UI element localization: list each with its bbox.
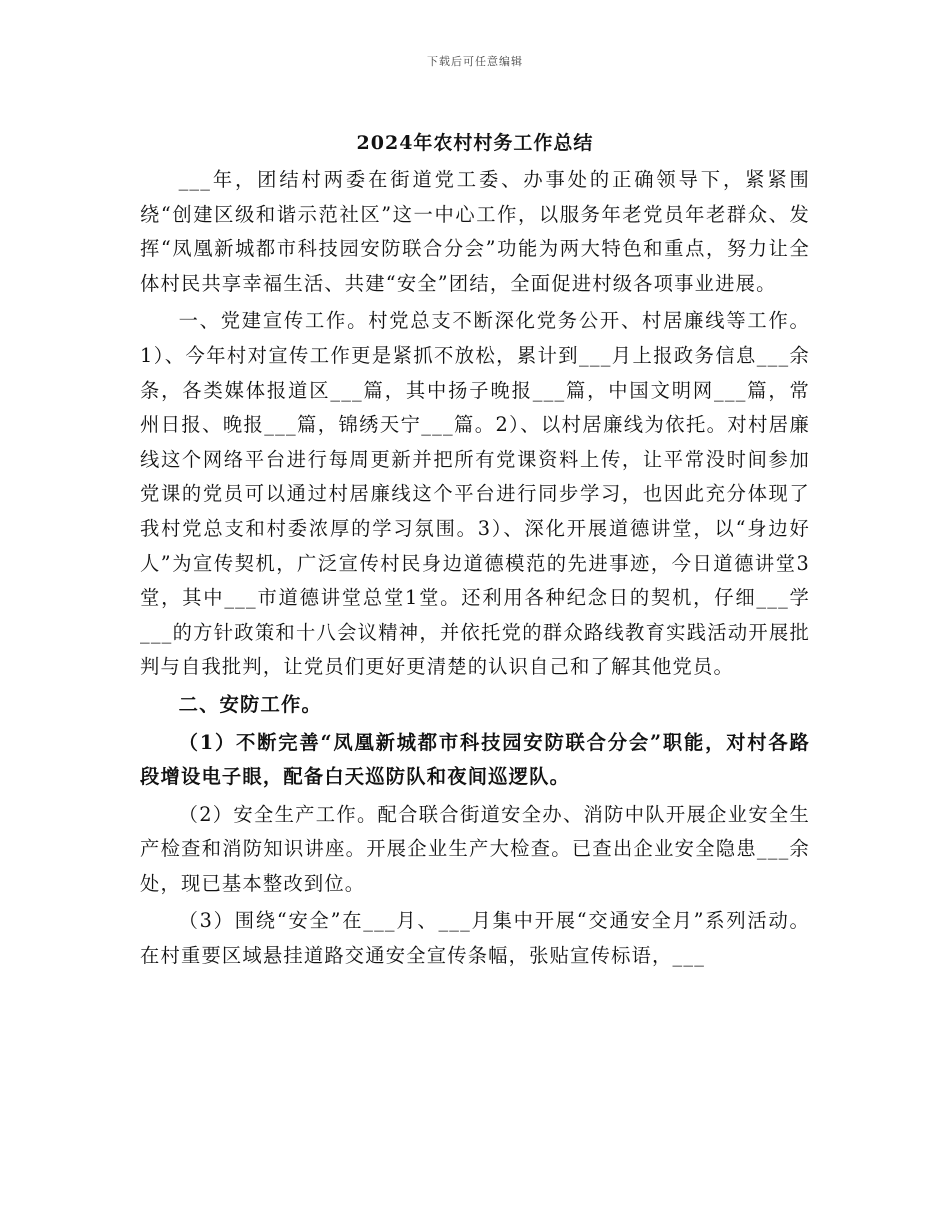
header-note: 下载后可任意编辑 <box>427 55 523 68</box>
paragraph-security-2: （2）安全生产工作。配合联合街道安全办、消防中队开展企业安全生产检查和消防知识讲座。开展企业生产大检查。已查出企业安全隐患___余处，现已基本整改到位。 <box>140 802 810 895</box>
paragraph-security-3: （3）围绕“安全”在___月、___月集中开展“交通安全月”系列活动。在村重要区域悬挂道路交通安全宣传条幅，张贴宣传标语，___ <box>140 909 810 968</box>
section-heading-security: 二、安防工作。 <box>178 692 322 716</box>
document-body <box>140 163 810 977</box>
paragraph-intro: ___年，团结村两委在街道党工委、办事处的正确领导下，紧紧围绕“创建区级和谐示范社区”这一中心工作，以服务年老党员年老群众、发挥“凤凰新城都市科技园安防联合分会”功能为两大特色和重点，努力让全体村民共享幸福生活、共建“安全”团结，全面促进村级各项事业进展。 <box>140 168 810 295</box>
paragraph-party-building: 一、党建宣传工作。村党总支不断深化党务公开、村居廉线等工作。1）、今年村对宣传工作更是紧抓不放松，累计到___月上报政务信息___余条，各类媒体报道区___篇，其中扬子晚报___篇，中国文明网___篇，常州日报、晚报___篇，锦绣天宁___篇。2）、以村居廉线为依托。对村居廉线这个网络平台进行每周更新并把所有党课资料上传，让平常没时间参加党课的党员可以通过村居廉线这个平台进行同步学习，也因此充分体现了我村党总支和村委浓厚的学习氛围。3）、深化开展道德讲堂，以“身边好人”为宣传契机，广泛宣传村民身边道德模范的先进事迹，今日道德讲堂3堂，其中___市道德讲堂总堂1堂。还利用各种纪念日的契机，仔细___学___的方针政策和十八会议精神，并依托党的群众路线教育实践活动开展批判与自我批判，让党员们更好更清楚的认识自己和了解其他党员。 <box>140 309 810 679</box>
document-title: 2024年农村村务工作总结 <box>356 132 594 154</box>
paragraph-security-1: （1）不断完善“凤凰新城都市科技园安防联合分会”职能，对村各路段增设电子眼，配备白天巡防队和夜间巡逻队。 <box>140 730 810 789</box>
